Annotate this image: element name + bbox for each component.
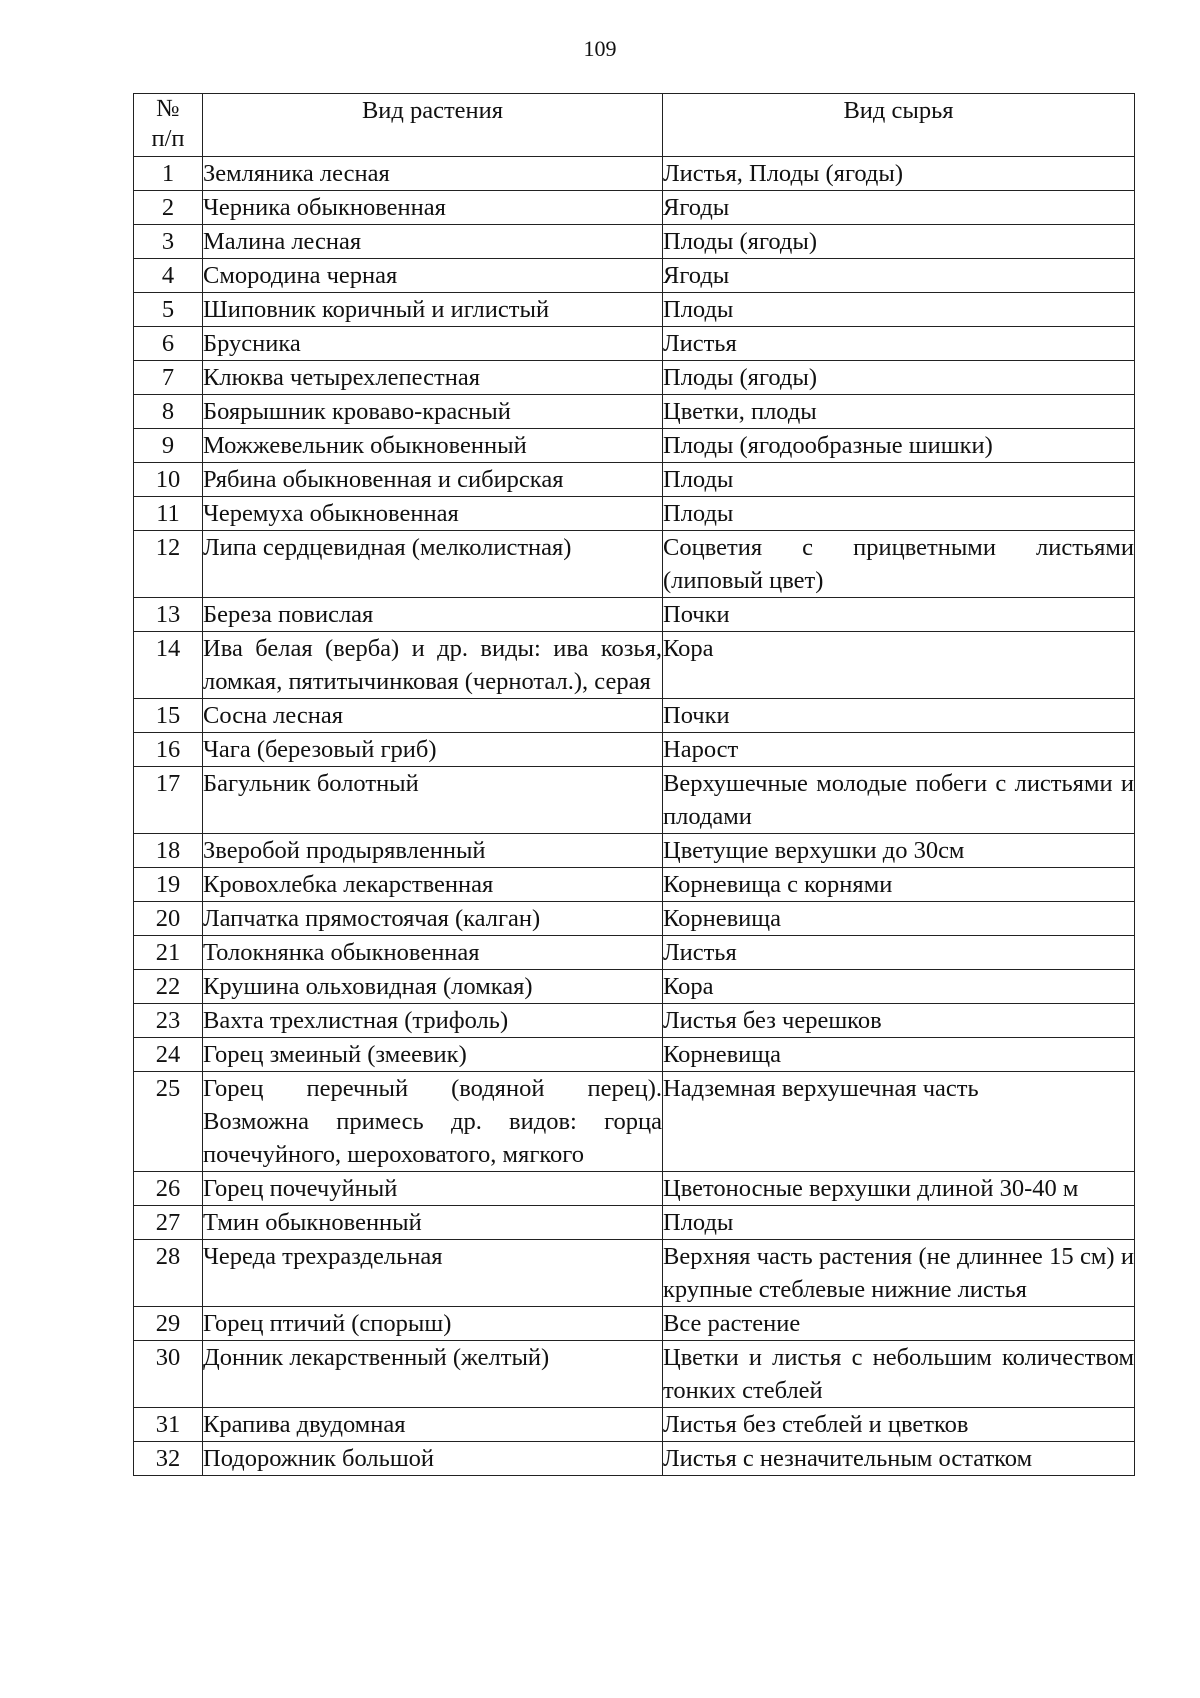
table-row bbox=[134, 936, 1135, 970]
header-row bbox=[134, 94, 1135, 157]
table-row bbox=[134, 902, 1135, 936]
table-row bbox=[134, 598, 1135, 632]
row-number: 18 bbox=[134, 834, 203, 868]
row-number: 1 bbox=[134, 157, 203, 191]
plant-name: Горец почечуйный bbox=[203, 1172, 663, 1206]
header-num: № п/п bbox=[134, 94, 203, 157]
plant-name: Клюква четырехлепестная bbox=[203, 361, 663, 395]
raw-material: Плоды (ягодообразные шишки) bbox=[663, 429, 1135, 463]
raw-material: Ягоды bbox=[663, 191, 1135, 225]
plant-name: Боярышник кроваво-красный bbox=[203, 395, 663, 429]
plant-name: Сосна лесная bbox=[203, 699, 663, 733]
table-row bbox=[134, 1004, 1135, 1038]
row-number: 21 bbox=[134, 936, 203, 970]
plant-name: Донник лекарственный (желтый) bbox=[203, 1341, 663, 1408]
table-row bbox=[134, 293, 1135, 327]
table-row bbox=[134, 361, 1135, 395]
plant-name: Смородина черная bbox=[203, 259, 663, 293]
raw-material: Верхняя часть растения (не длиннее 15 см) и крупные стеблевые нижние листья bbox=[663, 1240, 1135, 1307]
row-number: 12 bbox=[134, 531, 203, 598]
raw-material: Цветки и листья с небольшим количеством тонких стеблей bbox=[663, 1341, 1135, 1408]
plant-name: Чага (березовый гриб) bbox=[203, 733, 663, 767]
raw-material: Ягоды bbox=[663, 259, 1135, 293]
row-number: 2 bbox=[134, 191, 203, 225]
row-number: 10 bbox=[134, 463, 203, 497]
plant-name: Липа сердцевидная (мелколистная) bbox=[203, 531, 663, 598]
table-row bbox=[134, 429, 1135, 463]
row-number: 26 bbox=[134, 1172, 203, 1206]
row-number: 6 bbox=[134, 327, 203, 361]
raw-material: Верхушечные молодые побеги с листьями и плодами bbox=[663, 767, 1135, 834]
raw-material: Листья с незначительным остатком bbox=[663, 1442, 1135, 1476]
row-number: 19 bbox=[134, 868, 203, 902]
row-number: 5 bbox=[134, 293, 203, 327]
table-row bbox=[134, 1240, 1135, 1307]
table-row bbox=[134, 1442, 1135, 1476]
raw-material: Цветущие верхушки до 30см bbox=[663, 834, 1135, 868]
plant-name: Крапива двудомная bbox=[203, 1408, 663, 1442]
raw-material: Листья, Плоды (ягоды) bbox=[663, 157, 1135, 191]
table-row bbox=[134, 970, 1135, 1004]
row-number: 8 bbox=[134, 395, 203, 429]
header-raw: Вид сырья bbox=[663, 94, 1135, 157]
plant-name: Шиповник коричный и иглистый bbox=[203, 293, 663, 327]
table-row bbox=[134, 834, 1135, 868]
raw-material: Листья bbox=[663, 936, 1135, 970]
table-header bbox=[134, 94, 1135, 157]
row-number: 17 bbox=[134, 767, 203, 834]
raw-material: Нарост bbox=[663, 733, 1135, 767]
raw-material: Корневища bbox=[663, 902, 1135, 936]
row-number: 22 bbox=[134, 970, 203, 1004]
plant-name: Можжевельник обыкновенный bbox=[203, 429, 663, 463]
page-number: 109 bbox=[583, 36, 617, 61]
plant-name: Горец змеиный (змеевик) bbox=[203, 1038, 663, 1072]
row-number: 24 bbox=[134, 1038, 203, 1072]
plant-name: Лапчатка прямостоячая (калган) bbox=[203, 902, 663, 936]
row-number: 16 bbox=[134, 733, 203, 767]
table-body bbox=[134, 157, 1135, 1476]
table-row bbox=[134, 157, 1135, 191]
plant-name: Зверобой продырявленный bbox=[203, 834, 663, 868]
plant-name: Багульник болотный bbox=[203, 767, 663, 834]
table-row bbox=[134, 531, 1135, 598]
plant-name: Толокнянка обыкновенная bbox=[203, 936, 663, 970]
plant-name: Крушина ольховидная (ломкая) bbox=[203, 970, 663, 1004]
table-row bbox=[134, 259, 1135, 293]
raw-material: Цветоносные верхушки длиной 30-40 м bbox=[663, 1172, 1135, 1206]
row-number: 4 bbox=[134, 259, 203, 293]
row-number: 27 bbox=[134, 1206, 203, 1240]
plant-name: Тмин обыкновенный bbox=[203, 1206, 663, 1240]
table-row bbox=[134, 327, 1135, 361]
row-number: 15 bbox=[134, 699, 203, 733]
plant-name: Кровохлебка лекарственная bbox=[203, 868, 663, 902]
row-number: 3 bbox=[134, 225, 203, 259]
raw-material: Корневища с корнями bbox=[663, 868, 1135, 902]
plant-name: Горец птичий (спорыш) bbox=[203, 1307, 663, 1341]
plant-name: Рябина обыкновенная и сибирская bbox=[203, 463, 663, 497]
row-number: 25 bbox=[134, 1072, 203, 1172]
raw-material: Кора bbox=[663, 970, 1135, 1004]
raw-material: Листья без стеблей и цветков bbox=[663, 1408, 1135, 1442]
raw-material: Плоды bbox=[663, 293, 1135, 327]
row-number: 9 bbox=[134, 429, 203, 463]
table-row bbox=[134, 1072, 1135, 1172]
table-row bbox=[134, 1038, 1135, 1072]
row-number: 23 bbox=[134, 1004, 203, 1038]
row-number: 30 bbox=[134, 1341, 203, 1408]
raw-material: Почки bbox=[663, 598, 1135, 632]
raw-material: Плоды (ягоды) bbox=[663, 361, 1135, 395]
table-row bbox=[134, 733, 1135, 767]
row-number: 14 bbox=[134, 632, 203, 699]
plant-name: Вахта трехлистная (трифоль) bbox=[203, 1004, 663, 1038]
raw-material: Цветки, плоды bbox=[663, 395, 1135, 429]
plant-name: Подорожник большой bbox=[203, 1442, 663, 1476]
row-number: 20 bbox=[134, 902, 203, 936]
raw-material: Корневища bbox=[663, 1038, 1135, 1072]
table-row bbox=[134, 463, 1135, 497]
table-row bbox=[134, 1172, 1135, 1206]
plant-name: Земляника лесная bbox=[203, 157, 663, 191]
table-row bbox=[134, 868, 1135, 902]
table-row bbox=[134, 1408, 1135, 1442]
plant-name: Черника обыкновенная bbox=[203, 191, 663, 225]
raw-material: Соцветия с прицветными листьями (липовый цвет) bbox=[663, 531, 1135, 598]
raw-material: Плоды (ягоды) bbox=[663, 225, 1135, 259]
row-number: 32 bbox=[134, 1442, 203, 1476]
table-row bbox=[134, 191, 1135, 225]
plant-name: Брусника bbox=[203, 327, 663, 361]
plant-name: Малина лесная bbox=[203, 225, 663, 259]
raw-material: Плоды bbox=[663, 463, 1135, 497]
table-row bbox=[134, 1206, 1135, 1240]
plant-name: Череда трехраздельная bbox=[203, 1240, 663, 1307]
raw-material: Листья без черешков bbox=[663, 1004, 1135, 1038]
row-number: 31 bbox=[134, 1408, 203, 1442]
plant-name: Ива белая (верба) и др. виды: ива козья, ломкая, пятитычинковая (чернотал.), серая bbox=[203, 632, 663, 699]
row-number: 29 bbox=[134, 1307, 203, 1341]
row-number: 11 bbox=[134, 497, 203, 531]
table-row bbox=[134, 225, 1135, 259]
header-plant: Вид растения bbox=[203, 94, 663, 157]
table-row bbox=[134, 395, 1135, 429]
plant-name: Береза повислая bbox=[203, 598, 663, 632]
table-row bbox=[134, 1341, 1135, 1408]
raw-material: Надземная верхушечная часть bbox=[663, 1072, 1135, 1172]
table-row bbox=[134, 632, 1135, 699]
table-row bbox=[134, 699, 1135, 733]
raw-material: Плоды bbox=[663, 497, 1135, 531]
raw-material: Все растение bbox=[663, 1307, 1135, 1341]
table-row bbox=[134, 1307, 1135, 1341]
raw-material: Листья bbox=[663, 327, 1135, 361]
plants-table bbox=[133, 93, 1135, 1476]
plant-name: Черемуха обыкновенная bbox=[203, 497, 663, 531]
raw-material: Кора bbox=[663, 632, 1135, 699]
row-number: 28 bbox=[134, 1240, 203, 1307]
row-number: 13 bbox=[134, 598, 203, 632]
raw-material: Плоды bbox=[663, 1206, 1135, 1240]
table-row bbox=[134, 767, 1135, 834]
raw-material: Почки bbox=[663, 699, 1135, 733]
table-row bbox=[134, 497, 1135, 531]
row-number: 7 bbox=[134, 361, 203, 395]
plant-name: Горец перечный (водяной перец). Возможна примесь др. видов: горца почечуйного, шероховатого, мягкого bbox=[203, 1072, 663, 1172]
